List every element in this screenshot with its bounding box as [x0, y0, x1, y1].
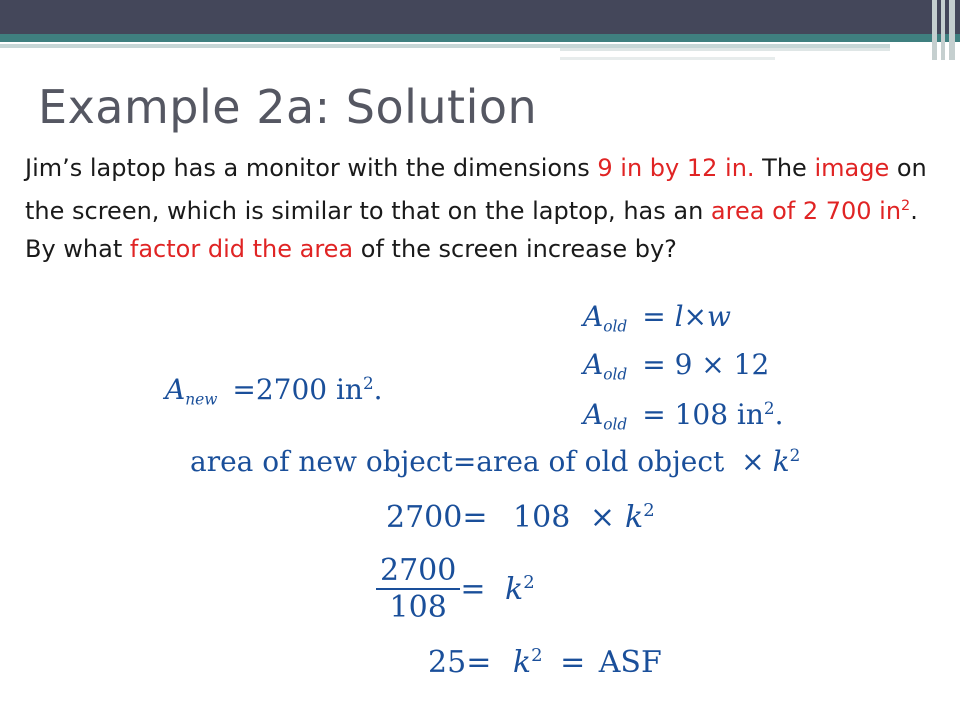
slide-title: Example 2a: Solution [38, 80, 538, 134]
header-edge-stripe [941, 0, 945, 60]
fraction: $\frac{2700}{108}$ [376, 553, 460, 625]
problem-text: on the screen, which is similar to that on the laptop, has an [25, 154, 927, 225]
header-accent-stripe [0, 34, 960, 42]
header-bar [0, 0, 960, 34]
question-text: By what [25, 235, 130, 263]
equation-fraction: $\frac{2700}{108}$ = $k^2$ [376, 553, 535, 625]
image-highlight: image [814, 154, 890, 182]
question-text: of the screen increase by? [353, 235, 677, 263]
problem-text: . [910, 197, 918, 225]
equation-area-old-values: $A_{old} = 9 \times 12$ [583, 348, 770, 384]
problem-statement [25, 149, 930, 268]
area-scale-factor-label: ASF [598, 645, 662, 680]
equation-area-old-formula: $A_{old} = l\times w$ [583, 300, 731, 336]
problem-text: Jim’s laptop has a monitor with the dimensions [25, 154, 598, 182]
equation-general-area-scale: area of new object=area of old object × $k^2$ [190, 445, 801, 479]
header-edge-stripe [949, 0, 955, 60]
header-divider-line [560, 48, 890, 51]
area-highlight: area of 2 700 $in^2$ [710, 197, 911, 225]
equation-area-new: $A_{new} =2700$ $in^2$. [165, 373, 383, 409]
dimensions-highlight: 9 in by 12 in. [597, 154, 755, 182]
equation-substitution: $2700= 108 \times k^2$ [386, 500, 655, 535]
factor-highlight: factor did the area [129, 235, 354, 263]
header-edge-stripe [932, 0, 937, 60]
equation-result: $25= k^2$ = ASF [428, 645, 662, 680]
equation-area-old-result: $A_{old} = 108$ $in^2$. [583, 398, 784, 434]
header-divider-line [560, 57, 775, 60]
problem-text: The [754, 154, 815, 182]
